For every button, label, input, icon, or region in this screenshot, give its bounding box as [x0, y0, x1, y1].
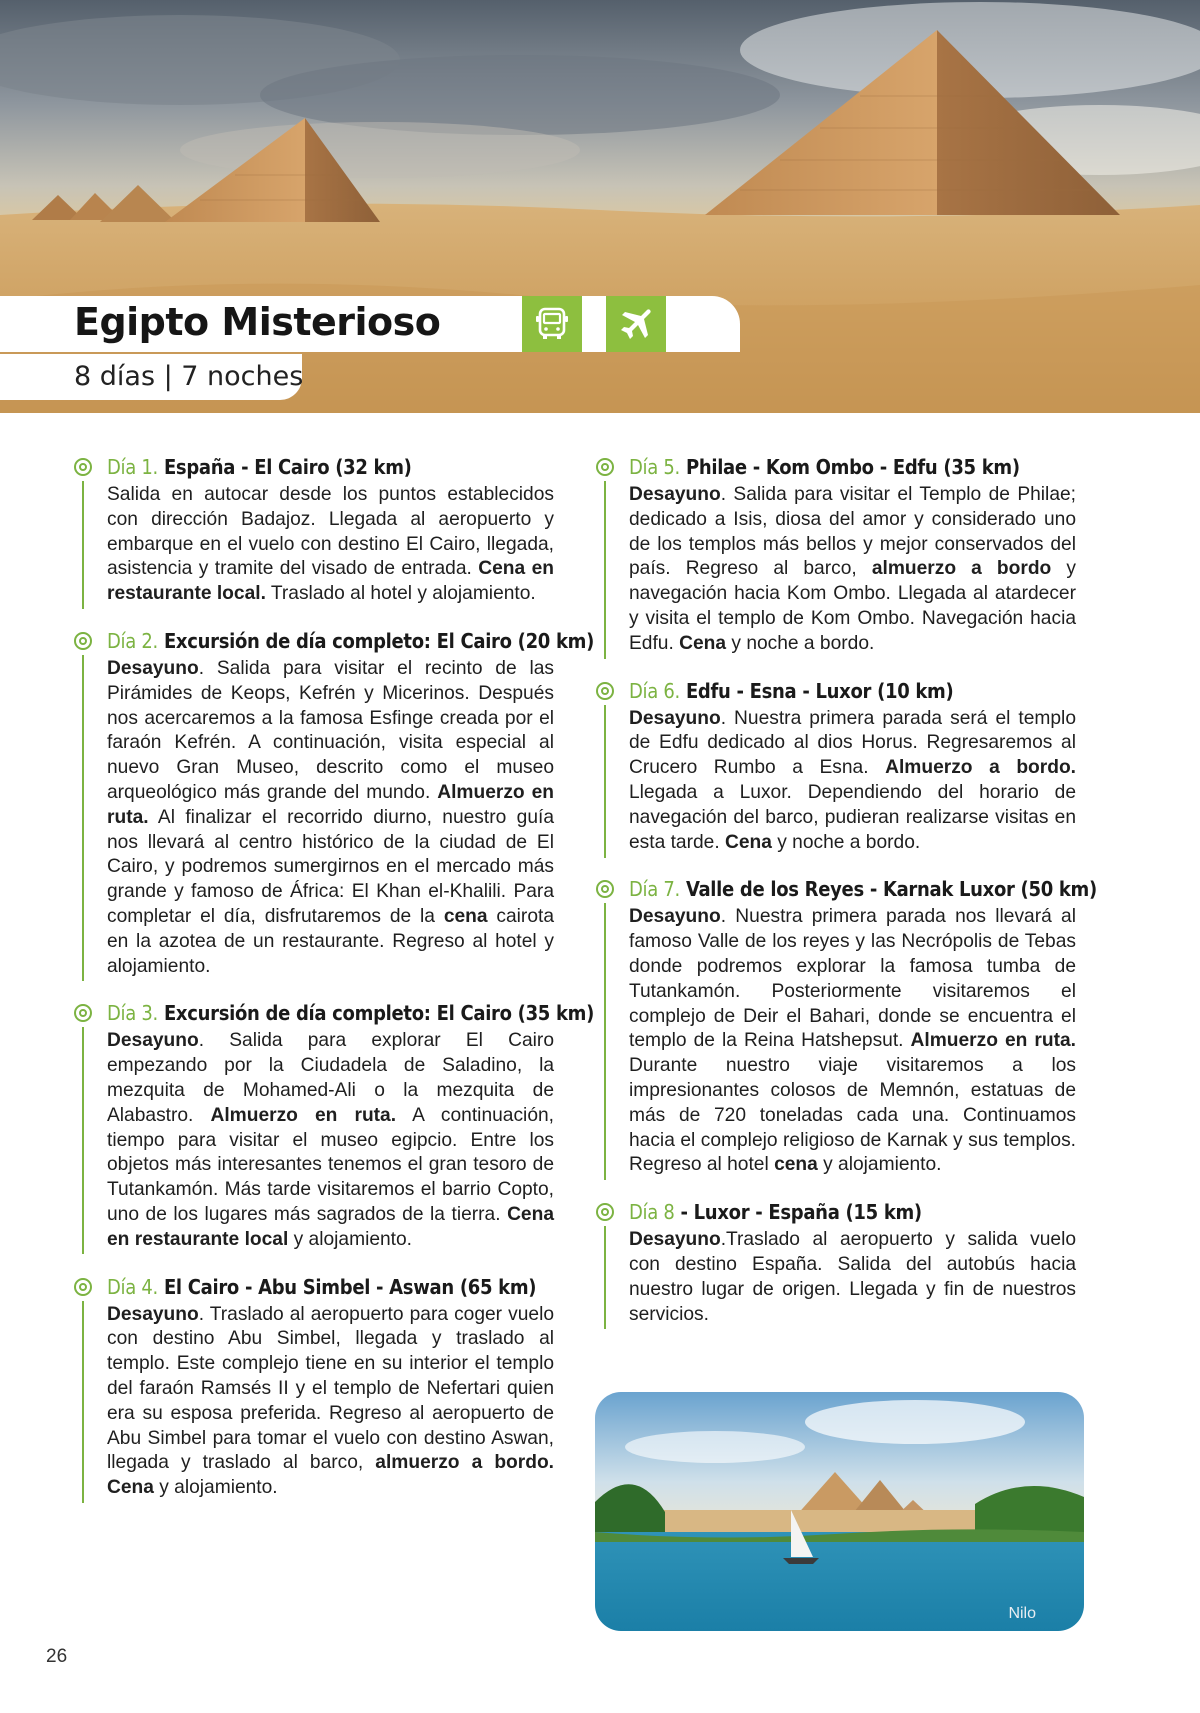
day-number: Día 8 [629, 1200, 675, 1225]
itinerary-left-column [74, 453, 595, 1501]
timeline-line [604, 903, 606, 1180]
day-description [629, 1228, 1076, 1327]
plane-badge [606, 296, 666, 352]
day-marker-icon [74, 1004, 92, 1022]
timeline-line [82, 1301, 84, 1503]
body-text: y noche a bordo. [771, 831, 921, 853]
highlight-text: Desayuno [629, 1229, 721, 1251]
day-marker-icon [74, 458, 92, 476]
body-text: . Nuestra primera parada será el templo de Edfu dedicado al dios Horus. Regresaremos al Crucero Rumbo a Esna. [629, 707, 1076, 779]
day-route: - Luxor - España (15 km) [680, 1200, 922, 1225]
day-route: Edfu - Esna - Luxor (10 km) [685, 678, 954, 703]
body-text: y noche a bordo. [726, 632, 875, 654]
body-text: Llegada a Luxor. Dependiendo del horario de navegación del barco, pudieran realizarse visitas en esta tarde. [629, 781, 1076, 853]
plane-icon [618, 306, 654, 342]
body-text: y alojamiento. [817, 1154, 942, 1176]
page-number: 26 [46, 1646, 68, 1667]
highlight-text: Almuerzo en ruta. [910, 1030, 1076, 1052]
day-number: Día 2. [107, 628, 158, 653]
itinerary-day [596, 875, 1097, 1198]
day-number: Día 5. [629, 455, 680, 479]
bus-badge [522, 296, 582, 352]
highlight-text: Desayuno [107, 1030, 199, 1052]
highlight-text: cena [443, 905, 488, 927]
day-marker-icon [74, 1278, 92, 1296]
day-description [107, 657, 554, 979]
day-marker-icon [596, 458, 614, 476]
highlight-text: Cena [679, 632, 727, 654]
highlight-text: Cena [725, 831, 772, 853]
highlight-text: Almuerzo en ruta. [210, 1104, 397, 1126]
highlight-text: Almuerzo a bordo. [885, 757, 1076, 779]
day-route: Excursión de día completo: El Cairo (20 km) [163, 628, 595, 653]
highlight-text: Cena en restaurante local [107, 1203, 554, 1250]
timeline-line [604, 481, 606, 659]
timeline-line [604, 705, 606, 858]
timeline-line [82, 1027, 84, 1254]
day-marker-icon [596, 682, 614, 700]
highlight-text: almuerzo a bordo [871, 558, 1052, 580]
body-text: . Traslado al aeropuerto para coger vuelo con destino Abu Simbel, llegada y traslado al templo. Este complejo tiene en su interior el templo del faraón Ramsés II y el templo de Nefertari quien era su esposa preferida. Regreso al aeropuerto de Abu Simbel para tomar el vuelo con destino Aswan, llegada y traslado al barco, [107, 1303, 554, 1474]
highlight-text: Cena en restaurante local. [107, 558, 554, 605]
day-marker-icon [74, 632, 92, 650]
body-text: Salida en autocar desde los puntos establecidos con dirección Badajoz. Llegada al aeropuerto y embarque en el vuelo con destino El Cairo, llegada, asistencia y tramite del visado de entrada. [107, 484, 554, 580]
photo-caption: Nilo [1008, 1605, 1036, 1622]
day-route: España - El Cairo (32 km) [163, 455, 412, 479]
itinerary-day [596, 453, 1076, 677]
day-title [107, 1273, 554, 1301]
itinerary-day [74, 999, 595, 1272]
day-title [629, 875, 1097, 903]
day-description [107, 1303, 554, 1501]
day-description [629, 483, 1076, 657]
day-title [629, 677, 1076, 705]
body-text: y alojamiento. [153, 1477, 278, 1499]
body-text: . Salida para visitar el Templo de Philae; dedicado a Isis, diosa del amor y considerado uno de los templos más bellos y mejor conservados del país. Regreso al barco, [629, 484, 1076, 580]
day-title [629, 1198, 1076, 1226]
body-text: . Salida para explorar El Cairo empezando por la Ciudadela de Saladino, la mezquita de Mohamed-Ali o la mezquita de Alabastro. [107, 1030, 554, 1126]
page-title: Egipto Misterioso [74, 300, 441, 344]
day-route: Excursión de día completo: El Cairo (35 km) [163, 1001, 595, 1026]
body-text: . Salida para visitar el recinto de las Pirámides de Keops, Kefrén y Micerinos. Después nos acercaremos a la famosa Esfinge creada por el faraón Kefrén. A continuación, visita especial al nuevo Gran Museo, descrito como el museo arqueológico más grande del mundo. [107, 657, 554, 803]
highlight-text: Desayuno [629, 707, 721, 729]
itinerary-day [74, 453, 554, 627]
timeline-line [604, 1226, 606, 1329]
day-title [107, 453, 554, 481]
highlight-text: Desayuno [629, 484, 721, 505]
day-number: Día 3. [107, 1001, 158, 1026]
timeline-line [82, 481, 84, 609]
itinerary-day [74, 627, 595, 999]
timeline-line [82, 655, 84, 981]
trip-duration: 8 días | 7 noches [74, 361, 304, 392]
day-description [629, 905, 1076, 1178]
day-number: Día 6. [629, 678, 680, 703]
highlight-text: cena [774, 1154, 818, 1176]
itinerary-day [596, 677, 1076, 876]
itinerary-right-column [596, 453, 1097, 1327]
day-number: Día 7. [629, 877, 680, 902]
highlight-text: Almuerzo en ruta. [107, 781, 554, 828]
day-route: Valle de los Reyes - Karnak Luxor (50 km) [685, 877, 1097, 902]
highlight-text: Desayuno [629, 906, 721, 928]
day-marker-icon [596, 1203, 614, 1221]
day-description [107, 1029, 554, 1252]
body-text: cairota en la azotea de un restaurante. Regreso al hotel y alojamiento. [107, 905, 554, 977]
body-text: Durante nuestro viaje visitaremos a los impresionantes colosos de Memnón, estatuas de más de 720 toneladas cada una. Continuamos hacia el complejo religioso de Karnak y sus templos. Regreso al hotel [629, 1055, 1076, 1176]
body-text: . Nuestra primera parada nos llevará al famoso Valle de los reyes y las Necrópolis de Tebas donde podremos explorar la famosa tumba de Tutankamón. Posteriormente visitaremos el complejo de Deir el Bahari, donde se encuentra el templo de la Reina Hatshepsut. [629, 906, 1076, 1052]
day-title [107, 627, 595, 655]
day-title [629, 453, 1076, 481]
highlight-text: almuerzo a bordo. Cena [107, 1452, 555, 1499]
itinerary-day [74, 1273, 554, 1501]
day-description [629, 707, 1076, 856]
itinerary-day [596, 1198, 1076, 1327]
nile-photo [595, 1392, 1084, 1631]
highlight-text: Desayuno [107, 1303, 199, 1325]
body-text: Traslado al hotel y alojamiento. [265, 583, 536, 605]
day-route: El Cairo - Abu Simbel - Aswan (65 km) [163, 1274, 537, 1299]
day-number: Día 1. [107, 455, 158, 479]
body-text: A continuación, tiempo para visitar el museo egipcio. Entre los objetos más interesantes tenemos el gran tesoro de Tutankamón. Más tarde visitaremos el barrio Copto, uno de los lugares más sagrados de la tierra. [107, 1104, 554, 1225]
day-description [107, 483, 554, 607]
body-text: .Traslado al aeropuerto y salida vuelo con destino España. Salida del autobús hacia nuestro lugar de origen. Llegada y fin de nuestros servicios. [629, 1229, 1076, 1325]
body-text: Al finalizar el recorrido diurno, nuestro guía nos llevará al centro histórico de la ciudad de El Cairo, y podremos sumergirnos en el mercado más grande y famoso de África: El Khan el-Khalili. Para completar el día, disfrutaremos de la [107, 806, 554, 927]
highlight-text: Desayuno [107, 657, 199, 679]
day-title [107, 999, 595, 1027]
day-route: Philae - Kom Ombo - Edfu (35 km) [685, 455, 1020, 479]
day-marker-icon [596, 880, 614, 898]
body-text: y alojamiento. [288, 1228, 413, 1250]
bus-icon [533, 305, 571, 343]
body-text: y navegación hacia Kom Ombo. Llegada al atardecer y visita el templo de Kom Ombo. Navegación hacia Edfu. [629, 558, 1076, 654]
day-number: Día 4. [107, 1274, 158, 1299]
